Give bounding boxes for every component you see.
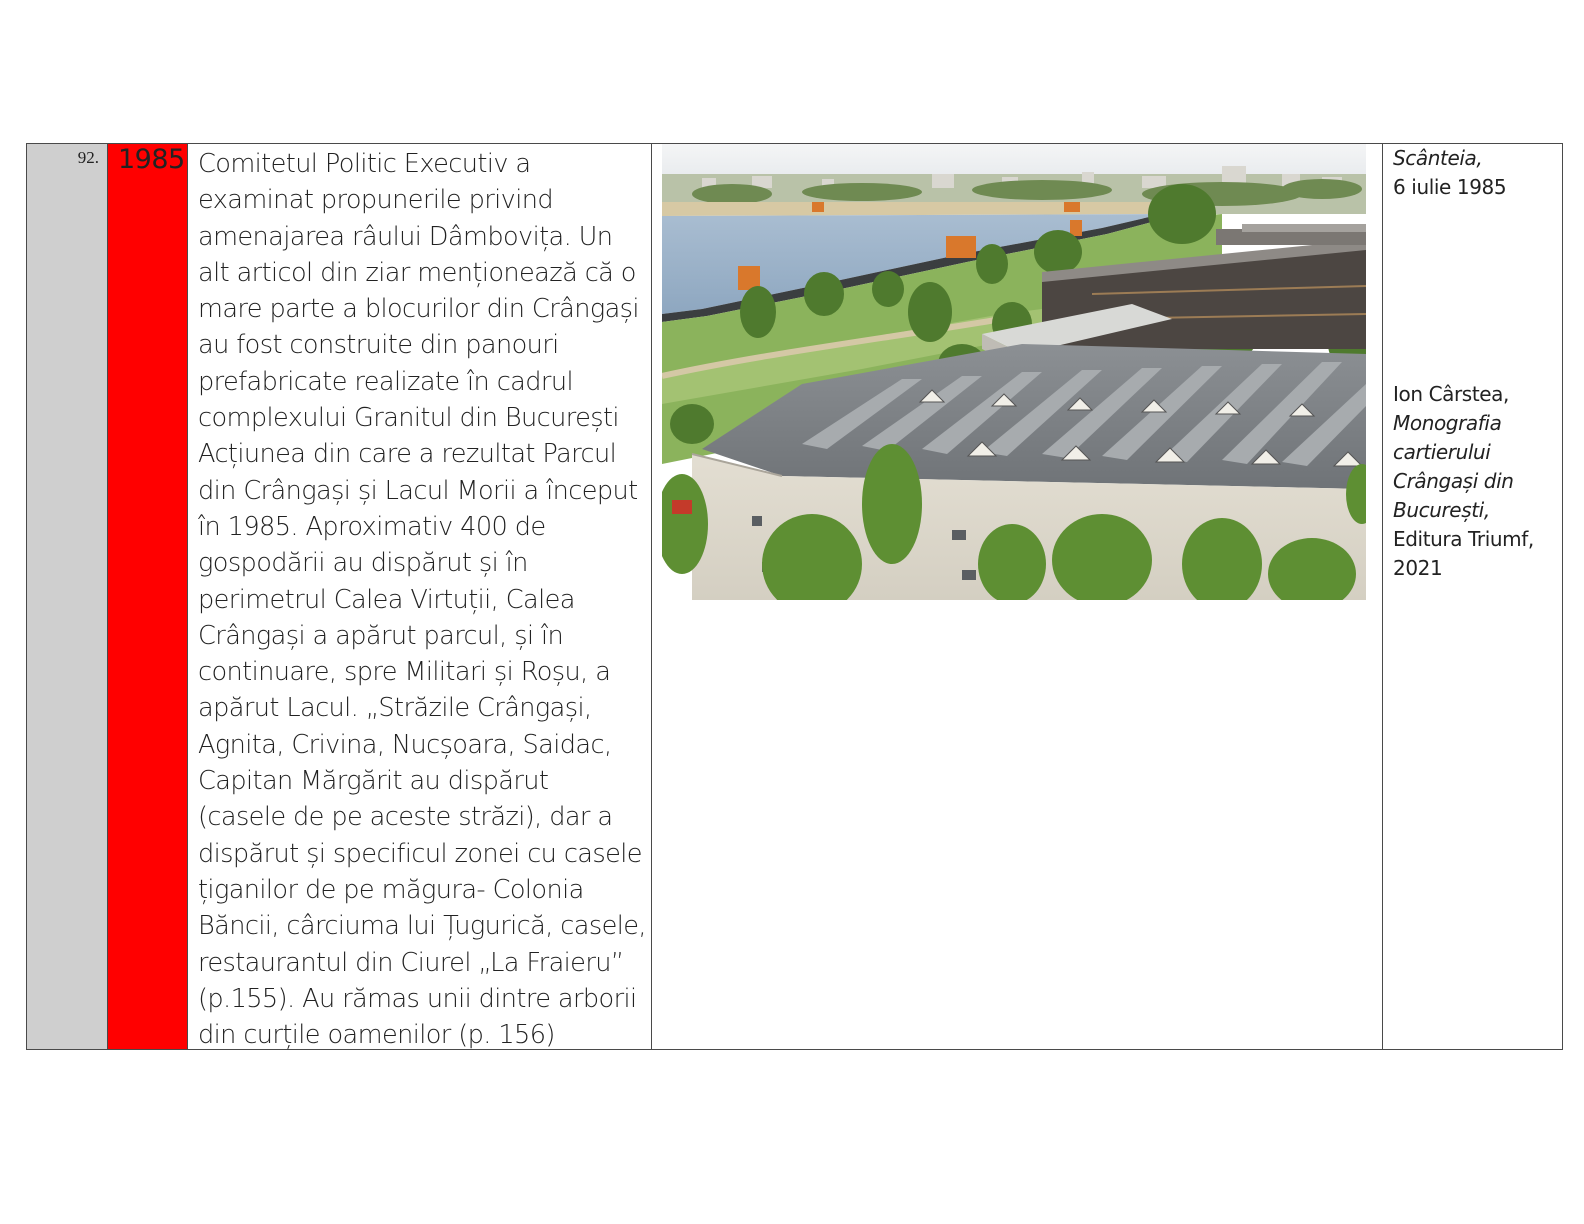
source2-title-line4: București,	[1393, 498, 1490, 522]
year-cell	[108, 144, 188, 1049]
source2-publisher: Editura Triumf,	[1393, 527, 1534, 551]
source1-title: Scânteia,	[1393, 146, 1483, 170]
source1-date: 6 iulie 1985	[1393, 175, 1507, 199]
lake-factory-photo	[662, 144, 1366, 600]
source2-title-line2: cartierului	[1393, 440, 1491, 464]
year-label: 1985	[118, 144, 185, 175]
source2-year: 2021	[1393, 556, 1443, 580]
description-text: Comitetul Politic Executiv a examinat propunerile privind amenajarea râului Dâmbovița. Un alt articol din ziar menționează că o mare parte a blocurilor din Crângași au fost construite din panouri prefabricate realizate în cadrul complexului Granitul din București Acțiunea din care a rezultat Parcul din Crângași și Lacul Morii a început în 1985. Aproximativ 400 de gospodării au dispărut și în perimetrul Calea Virtuții, Calea Crângași a apărut parcul, și în continuare, spre Militari și Roșu, a apărut Lacul. „Străzile Crângași, Agnita, Crivina, Nucșoara, Saidac, Capitan Mărgărit au dispărut (casele de pe aceste străzi), dar a dispărut și specificul zonei cu casele țiganilor de pe măgura- Colonia Băncii, cârciuma lui Țugurică, casele, restaurantul din Ciurel „La Fraieru” (p.155). Au rămas unii dintre arborii din curțile oamenilor (p. 156)	[198, 149, 646, 1051]
chronology-table	[26, 143, 1563, 1050]
source2-title-line3: Crângași din	[1393, 469, 1514, 493]
description-cell	[188, 144, 652, 1049]
image-cell	[652, 144, 1383, 1049]
source2-author: Ion Cârstea,	[1393, 382, 1509, 406]
sources	[1393, 144, 1556, 583]
row-number-cell	[27, 144, 108, 1049]
row-number: 92.	[77, 148, 99, 167]
source-cell	[1383, 144, 1562, 1049]
source2-title-line1: Monografia	[1393, 411, 1502, 435]
